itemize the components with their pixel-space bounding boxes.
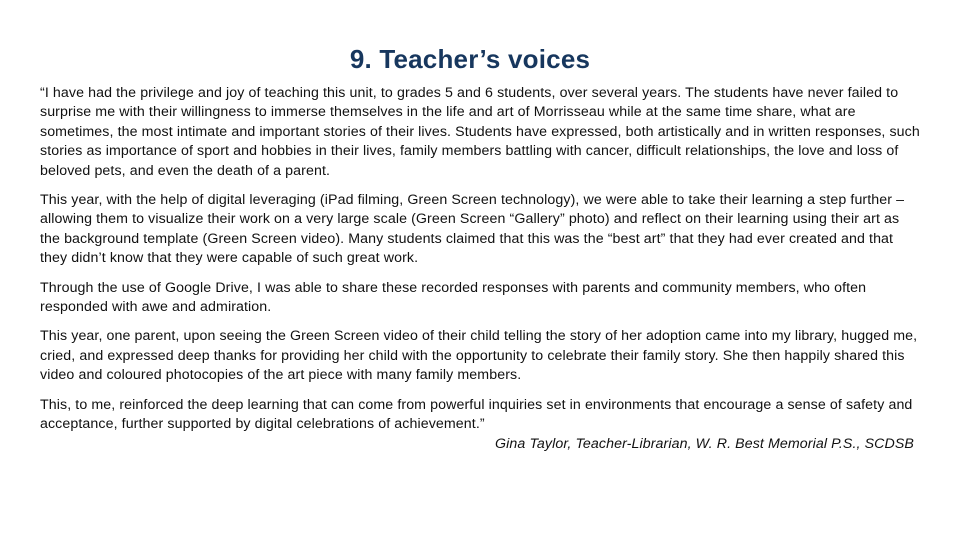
quote-paragraph-1: “I have had the privilege and joy of teaching this unit, to grades 5 and 6 students, over several years. The students have never failed to surprise me with their willingness to immerse themselves in the life and art of Morrisseau while at the same time share, what are sometimes, the most intimate and important stories of their lives. Students have expressed, both artistically and in written responses, such stories as importance of sport and hobbies in their lives, family members battling with cancer, difficult relationships, the love and loss of beloved pets, and even the death of a parent.	[40, 85, 920, 179]
attribution: Gina Taylor, Teacher-Librarian, W. R. Best Memorial P.S., SCDSB	[495, 435, 914, 452]
slide-title: 9. Teacher’s voices	[349, 44, 591, 74]
quote-paragraph-3: Through the use of Google Drive, I was able to share these recorded responses with parents and community members, who often responded with awe and admiration.	[40, 279, 867, 316]
quote-paragraph-4: This year, one parent, upon seeing the Green Screen video of their child telling the story of her adoption came into my library, hugged me, cried, and expressed deep thanks for providing her child with the opportunity to celebrate their family story. She then happily shared this video and coloured photocopies of the art piece with many family members.	[40, 328, 918, 384]
quote-paragraph-5: This, to me, reinforced the deep learning that can come from powerful inquiries set in environments that encourage a sense of safety and acceptance, further supported by digital celebrations of achievement.”	[40, 396, 913, 433]
slide-body	[40, 84, 920, 454]
quote-paragraph-2: This year, with the help of digital leveraging (iPad filming, Green Screen technology), we were able to take their learning a step further – allowing them to visualize their work on a very large scale (Green Screen “Gallery” photo) and reflect on their learning using their art as the background template (Green Screen video). Many students claimed that this was the “best art” that they had ever created and that they didn’t know that they were capable of such great work.	[40, 192, 905, 267]
